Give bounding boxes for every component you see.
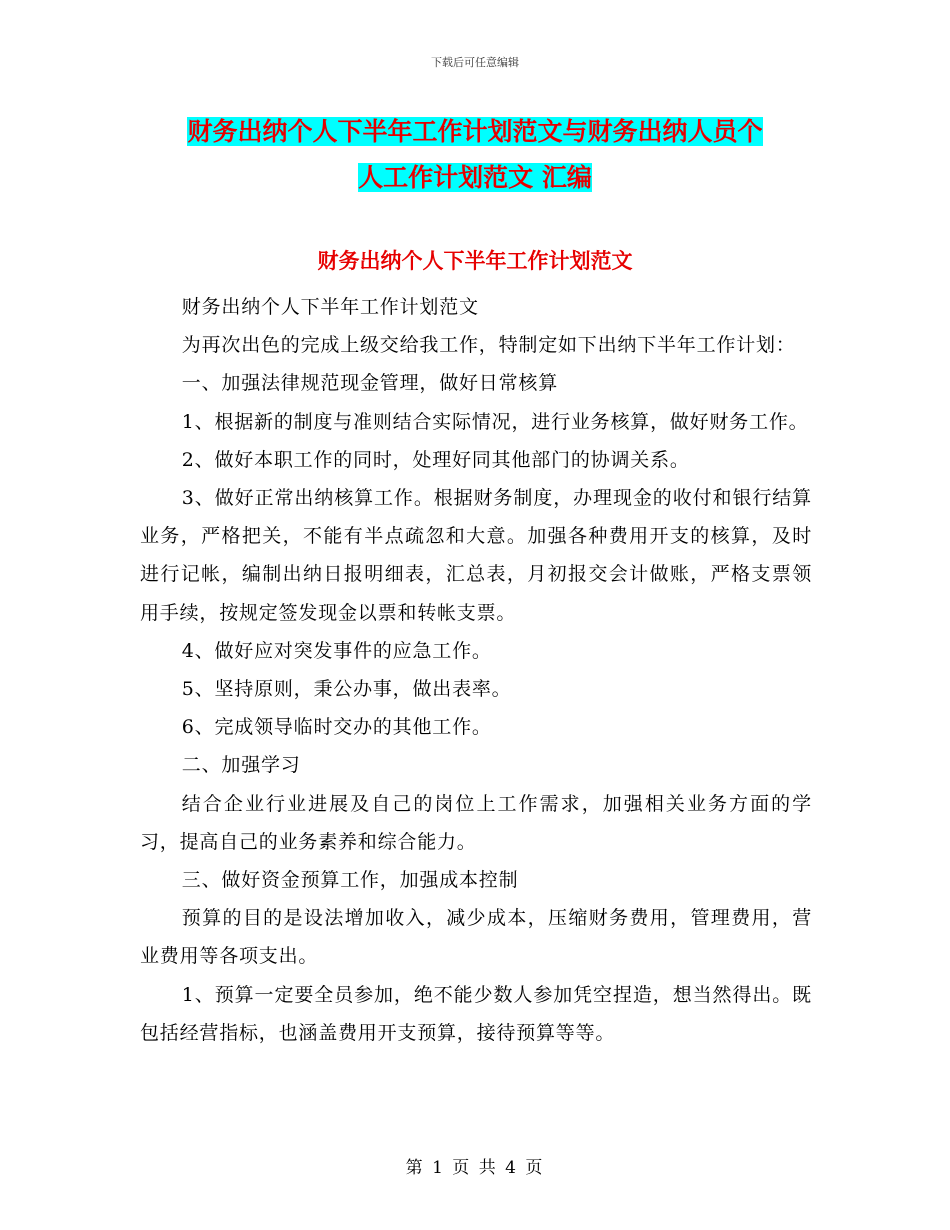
section-heading: 一、加强法律规范现金管理，做好日常核算 xyxy=(181,372,558,395)
section-heading: 三、做好资金预算工作，加强成本控制 xyxy=(181,869,519,892)
title-line-2: 人工作计划范文 汇编 xyxy=(358,163,592,192)
paragraph: 财务出纳个人下半年工作计划范文 xyxy=(181,296,479,318)
paragraph: 3、做好正常出纳核算工作。根据财务制度，办理现金的收付和银行结算业务，严格把关，不能有半点疏忽和大意。加强各种费用开支的核算，及时进行记帐，编制出纳日报明细表，汇总表，月初报交会计做账，严格支票领用手续，按规定签发现金以票和转帐支票。 xyxy=(140,487,812,624)
document-title xyxy=(140,109,810,201)
section-heading: 二、加强学习 xyxy=(181,754,301,777)
paragraph: 2、做好本职工作的同时，处理好同其他部门的协调关系。 xyxy=(181,448,690,471)
header-note: 下载后可任意编辑 xyxy=(431,56,519,69)
paragraph: 1、预算一定要全员参加，绝不能少数人参加凭空捏造，想当然得出。既包括经营指标，也涵盖费用开支预算，接待预算等等。 xyxy=(140,983,812,1044)
page-number: 第 1 页 共 4 页 xyxy=(405,1158,545,1178)
title-line-1: 财务出纳个人下半年工作计划范文与财务出纳人员个 xyxy=(187,117,763,146)
body-text xyxy=(140,288,812,1052)
paragraph: 结合企业行业进展及自己的岗位上工作需求，加强相关业务方面的学习，提高自己的业务素养和综合能力。 xyxy=(140,792,812,853)
paragraph: 为再次出色的完成上级交给我工作，特制定如下出纳下半年工作计划： xyxy=(181,334,796,357)
paragraph: 1、根据新的制度与准则结合实际情况，进行业务核算，做好财务工作。 xyxy=(181,410,809,433)
paragraph: 5、坚持原则，秉公办事，做出表率。 xyxy=(181,678,512,701)
paragraph: 预算的目的是设法增加收入，减少成本，压缩财务费用，管理费用，营业费用等各项支出。 xyxy=(140,907,812,968)
section-subtitle: 财务出纳个人下半年工作计划范文 xyxy=(317,248,633,273)
paragraph: 6、完成领导临时交办的其他工作。 xyxy=(181,716,492,739)
paragraph: 4、做好应对突发事件的应急工作。 xyxy=(181,639,492,662)
